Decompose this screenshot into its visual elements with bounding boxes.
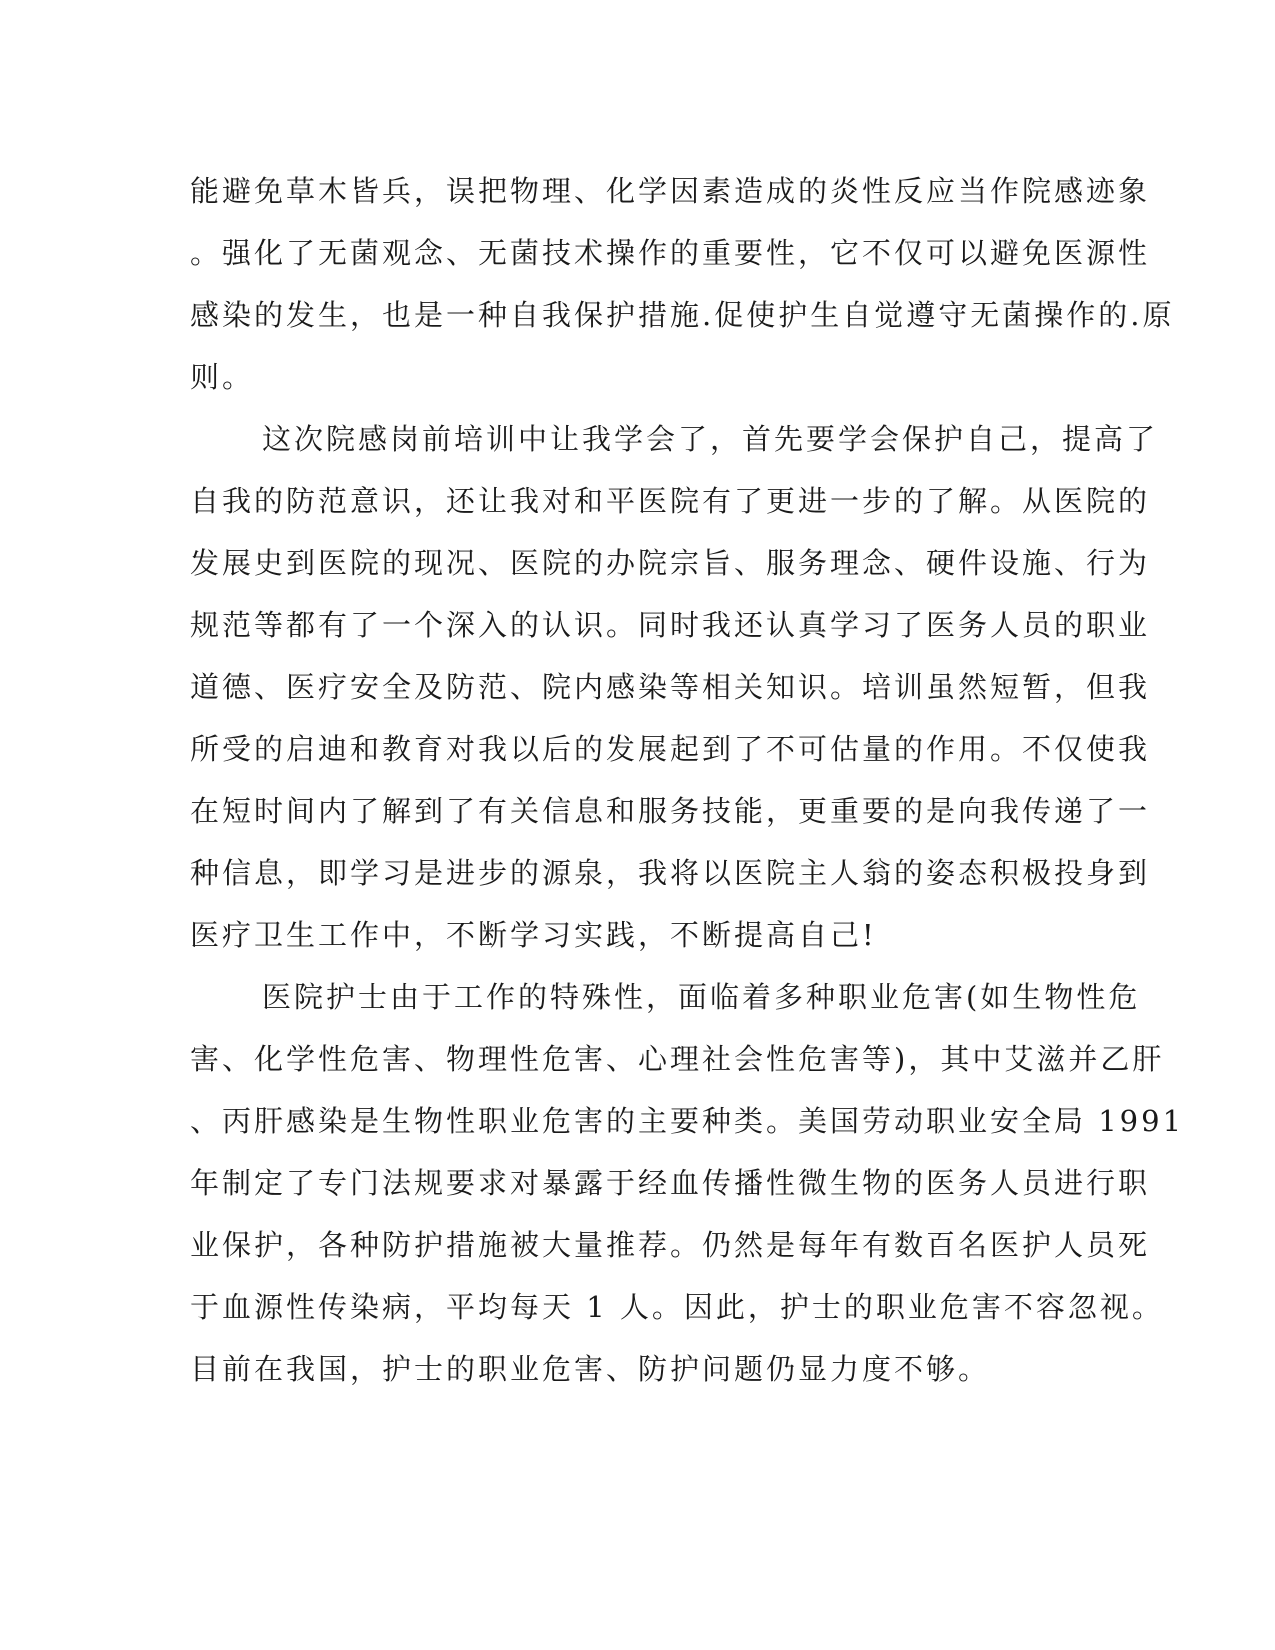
paragraph-3-line-5: 业保护，各种防护措施被大量推荐。仍然是每年有数百名医护人员死 [190,1228,1151,1262]
paragraph-1-line-3: 感染的发生，也是一种自我保护措施.促使护生自觉遵守无菌操作的.原 [190,298,1175,332]
paragraph-3-line-4: 年制定了专门法规要求对暴露于经血传播性微生物的医务人员进行职 [190,1166,1151,1200]
paragraph-1-line-2: 。强化了无菌观念、无菌技术操作的重要性，它不仅可以避免医源性 [190,236,1151,270]
paragraph-2-line-5: 道德、医疗安全及防范、院内感染等相关知识。培训虽然短暂，但我 [190,670,1151,704]
paragraph-3-line-6: 于血源性传染病，平均每天 1 人。因此，护士的职业危害不容忽视。 [190,1290,1164,1324]
paragraph-3-line-3: 、丙肝感染是生物性职业危害的主要种类。美国劳动职业安全局 1991 [190,1104,1185,1138]
paragraph-2-line-6: 所受的启迪和教育对我以后的发展起到了不可估量的作用。不仅使我 [190,732,1151,766]
paragraph-2-line-7: 在短时间内了解到了有关信息和服务技能，更重要的是向我传递了一 [190,794,1151,828]
paragraph-1-line-4: 则。 [190,360,255,394]
paragraph-2-line-3: 发展史到医院的现况、医院的办院宗旨、服务理念、硬件设施、行为 [190,546,1151,580]
paragraph-2-line-1: 这次院感岗前培训中让我学会了，首先要学会保护自己，提高了 [262,422,1159,456]
paragraph-2-line-8: 种信息，即学习是进步的源泉，我将以医院主人翁的姿态积极投身到 [190,856,1151,890]
body-text [190,160,1185,1400]
paragraph-1-line-1: 能避免草木皆兵，误把物理、化学因素造成的炎性反应当作院感迹象 [190,174,1151,208]
paragraph-2-line-2: 自我的防范意识，还让我对和平医院有了更进一步的了解。从医院的 [190,484,1151,518]
paragraph-3-line-2: 害、化学性危害、物理性危害、心理社会性危害等)，其中艾滋并乙肝 [190,1042,1165,1076]
paragraph-3-line-1: 医院护士由于工作的特殊性，面临着多种职业危害(如生物性危 [262,980,1141,1014]
paragraph-3-line-7: 目前在我国，护士的职业危害、防护问题仍显力度不够。 [190,1352,991,1386]
paragraph-2-line-4: 规范等都有了一个深入的认识。同时我还认真学习了医务人员的职业 [190,608,1151,642]
paragraph-2-line-9: 医疗卫生工作中，不断学习实践，不断提高自己! [190,918,877,952]
